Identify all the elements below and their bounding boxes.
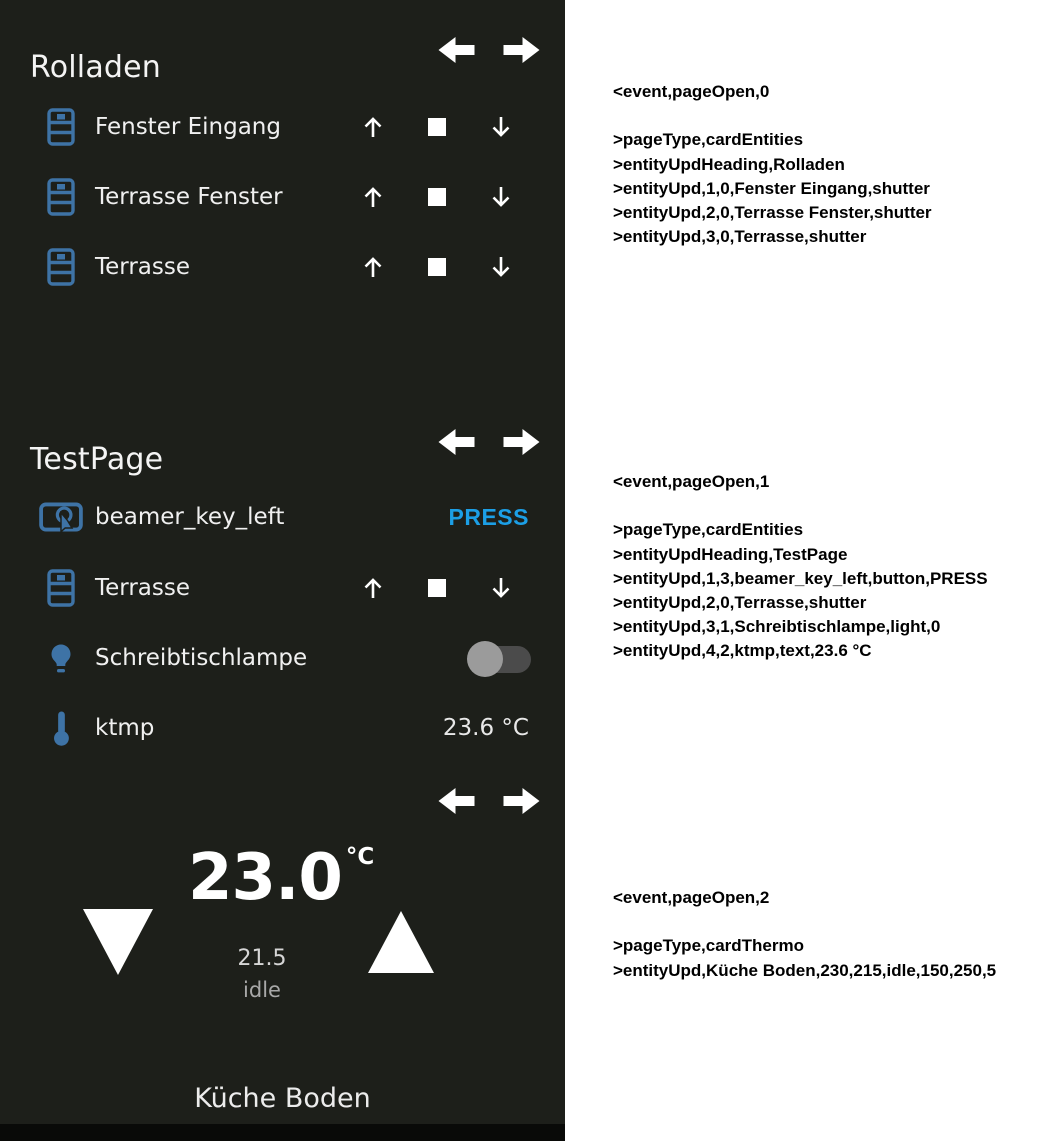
shutter-controls <box>358 162 516 232</box>
arrow-up-icon <box>360 114 386 140</box>
page-nav <box>438 786 540 816</box>
entity-label: Fenster Eingang <box>95 114 281 140</box>
spacer <box>613 104 932 128</box>
panel-bottom-bar <box>0 1124 565 1141</box>
next-page-button[interactable] <box>503 427 540 457</box>
shutter-stop-button[interactable] <box>422 573 452 603</box>
arrow-down-icon <box>488 575 514 601</box>
page-title: TestPage <box>30 442 164 478</box>
protocol-line: >pageType,cardEntities <box>613 130 804 150</box>
stop-square-icon <box>428 258 446 276</box>
protocol-line: >entityUpdHeading,TestPage <box>613 544 848 564</box>
arrow-left-bold-icon <box>438 786 475 816</box>
arrow-up-icon <box>360 254 386 280</box>
shutter-icon <box>38 244 84 290</box>
protocol-line: >entityUpd,1,0,Fenster Eingang,shutter <box>613 178 930 198</box>
protocol-event-line: <event,pageOpen,0 <box>613 82 770 101</box>
protocol-event-line: <event,pageOpen,1 <box>613 472 770 491</box>
shutter-up-button[interactable] <box>358 182 388 212</box>
press-button[interactable]: PRESS <box>448 503 529 530</box>
temp-up-button[interactable] <box>367 910 435 974</box>
arrow-right-bold-icon <box>503 35 540 65</box>
lightbulb-icon <box>38 635 84 681</box>
entity-row-beamer-key-left <box>0 482 565 552</box>
shutter-down-button[interactable] <box>486 573 516 603</box>
entity-label: Schreibtischlampe <box>95 645 308 671</box>
stop-square-icon <box>428 118 446 136</box>
protocol-line: >pageType,cardThermo <box>613 936 804 956</box>
prev-page-button[interactable] <box>438 427 475 457</box>
protocol-line: >entityUpdHeading,Rolladen <box>613 154 845 174</box>
arrow-right-bold-icon <box>503 786 540 816</box>
current-temperature-value: 23.0 <box>188 841 342 915</box>
protocol-line: >entityUpd,1,3,beamer_key_left,button,PRESS <box>613 568 988 588</box>
protocol-block-page0 <box>613 80 932 249</box>
shutter-up-button[interactable] <box>358 112 388 142</box>
entity-row-terrasse-fenster <box>0 162 565 232</box>
triangle-down-icon <box>82 908 154 976</box>
thermometer-icon <box>38 705 84 751</box>
protocol-line: >pageType,cardEntities <box>613 520 804 540</box>
page-title: Rolladen <box>30 50 162 86</box>
arrow-left-bold-icon <box>438 35 475 65</box>
arrow-down-icon <box>488 254 514 280</box>
entity-label: Terrasse <box>95 575 191 601</box>
protocol-block-page1 <box>613 470 988 664</box>
prev-page-button[interactable] <box>438 35 475 65</box>
sensor-value: 23.6 °C <box>442 715 529 741</box>
shutter-stop-button[interactable] <box>422 112 452 142</box>
protocol-block-page2 <box>613 886 996 983</box>
triangle-up-icon <box>367 910 435 974</box>
stop-square-icon <box>428 579 446 597</box>
entity-row-fenster-eingang <box>0 92 565 162</box>
page-nav <box>438 35 540 65</box>
entity-row-schreibtischlampe <box>0 623 565 693</box>
temperature-unit: °C <box>345 844 375 870</box>
shutter-controls <box>358 92 516 162</box>
protocol-line: >entityUpd,2,0,Terrasse,shutter <box>613 592 867 612</box>
light-toggle-off[interactable] <box>467 640 531 678</box>
entity-label: ktmp <box>95 715 155 741</box>
protocol-line: >entityUpd,4,2,ktmp,text,23.6 °C <box>613 641 872 661</box>
shutter-up-button[interactable] <box>358 573 388 603</box>
target-temperature: 21.5 <box>237 946 287 971</box>
thermostat-state: idle <box>243 978 281 1002</box>
protocol-line: >entityUpd,Küche Boden,230,215,idle,150,250,5 <box>613 960 997 980</box>
entity-label: Terrasse Fenster <box>95 184 283 210</box>
shutter-icon <box>38 565 84 611</box>
prev-page-button[interactable] <box>438 786 475 816</box>
next-page-button[interactable] <box>503 35 540 65</box>
page-nav <box>438 427 540 457</box>
entity-label: Terrasse <box>95 254 191 280</box>
next-page-button[interactable] <box>503 786 540 816</box>
protocol-line: >entityUpd,3,0,Terrasse,shutter <box>613 227 867 247</box>
arrow-right-bold-icon <box>503 427 540 457</box>
temp-down-button[interactable] <box>82 908 154 976</box>
gesture-tap-button-icon <box>38 494 84 540</box>
spacer <box>613 910 996 934</box>
stop-square-icon <box>428 188 446 206</box>
thermostat-entity-name: Küche Boden <box>194 1083 371 1114</box>
shutter-down-button[interactable] <box>486 252 516 282</box>
protocol-line: >entityUpd,2,0,Terrasse Fenster,shutter <box>613 202 932 222</box>
shutter-icon <box>38 174 84 220</box>
shutter-stop-button[interactable] <box>422 252 452 282</box>
protocol-event-line: <event,pageOpen,2 <box>613 888 770 907</box>
shutter-stop-button[interactable] <box>422 182 452 212</box>
spacer <box>613 494 988 518</box>
entity-row-terrasse <box>0 553 565 623</box>
entity-label: beamer_key_left <box>95 504 285 530</box>
current-temperature <box>188 841 375 915</box>
protocol-line: >entityUpd,3,1,Schreibtischlampe,light,0 <box>613 617 941 637</box>
arrow-left-bold-icon <box>438 427 475 457</box>
arrow-up-icon <box>360 575 386 601</box>
shutter-up-button[interactable] <box>358 252 388 282</box>
shutter-controls <box>358 553 516 623</box>
shutter-icon <box>38 104 84 150</box>
arrow-down-icon <box>488 114 514 140</box>
entity-row-ktmp <box>0 693 565 763</box>
shutter-controls <box>358 232 516 302</box>
entity-row-terrasse <box>0 232 565 302</box>
shutter-down-button[interactable] <box>486 182 516 212</box>
arrow-down-icon <box>488 184 514 210</box>
shutter-down-button[interactable] <box>486 112 516 142</box>
toggle-knob <box>467 641 503 677</box>
arrow-up-icon <box>360 184 386 210</box>
